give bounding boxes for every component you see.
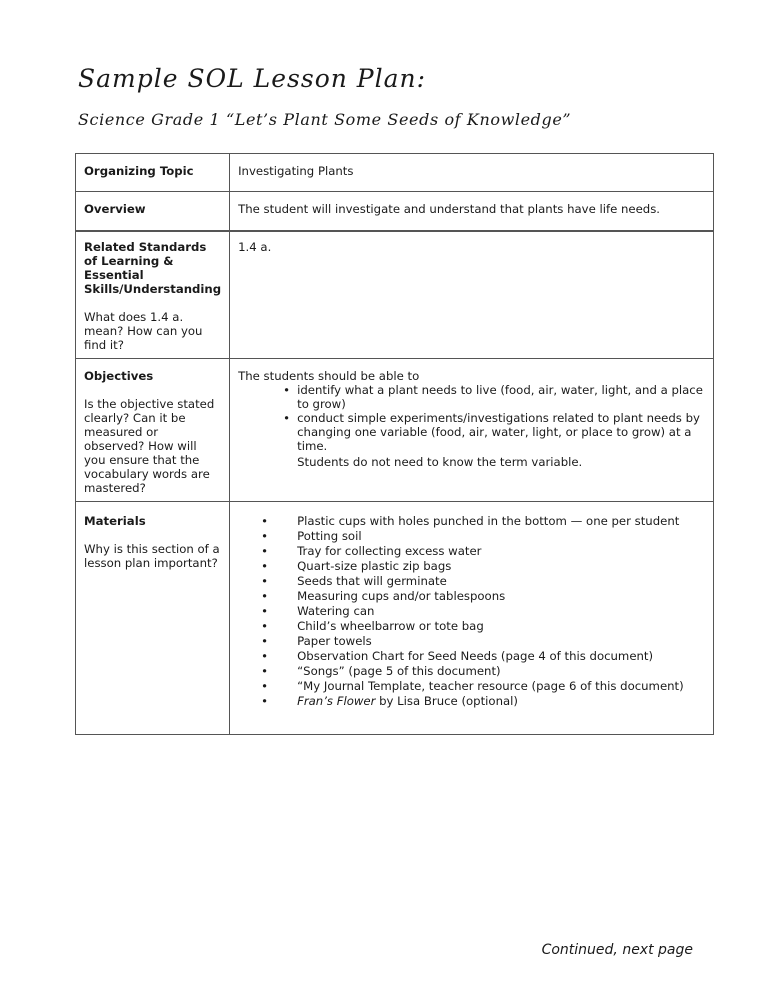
list-item: • Watering can xyxy=(297,604,705,619)
standards-value: 1.4 a. xyxy=(230,231,714,359)
materials-label-cell xyxy=(76,502,230,735)
standards-label-cell xyxy=(76,231,230,359)
table-row-organizing-topic xyxy=(76,154,714,192)
list-item: • Seeds that will germinate xyxy=(297,574,705,589)
list-item: • Plastic cups with holes punched in the bottom — one per student xyxy=(297,514,705,529)
standards-label: Related Standards of Learning & Essential Skills/Understanding xyxy=(84,240,222,296)
standards-note: What does 1.4 a. mean? How can you find it? xyxy=(84,310,203,352)
list-item: • Observation Chart for Seed Needs (page 4 of this document) xyxy=(297,649,705,664)
lesson-plan-table xyxy=(75,153,714,735)
table-row-standards xyxy=(76,231,714,359)
organizing-topic-label-cell xyxy=(76,154,230,192)
organizing-topic-label: Organizing Topic xyxy=(84,164,194,178)
list-item: • Tray for collecting excess water xyxy=(297,544,705,559)
continued-note: Continued, next page xyxy=(541,942,693,958)
table-row-materials xyxy=(76,502,714,735)
materials-note: Why is this section of a lesson plan important? xyxy=(84,542,220,570)
list-item xyxy=(297,694,705,709)
objectives-intro: The students should be able to xyxy=(238,369,420,383)
table-row-objectives xyxy=(76,359,714,502)
list-item: • Potting soil xyxy=(297,529,705,544)
objectives-closing: Students do not need to know the term variable. xyxy=(297,455,583,469)
materials-list xyxy=(238,514,705,709)
list-item: • Paper towels xyxy=(297,634,705,649)
table-row-overview xyxy=(76,192,714,232)
objectives-label: Objectives xyxy=(84,369,154,383)
overview-label: Overview xyxy=(84,202,146,216)
page-title: Sample SOL Lesson Plan: xyxy=(78,64,427,93)
overview-value: The student will investigate and understand that plants have life needs. xyxy=(230,192,714,232)
list-item: • conduct simple experiments/investigations related to plant needs by changing one variable (food, air, water, light, or place to grow) at a time. xyxy=(297,411,705,453)
list-item: • Quart-size plastic zip bags xyxy=(297,559,705,574)
list-item: • Child’s wheelbarrow or tote bag xyxy=(297,619,705,634)
book-author: by Lisa Bruce (optional) xyxy=(375,694,518,708)
page-subtitle: Science Grade 1 “Let’s Plant Some Seeds of Knowledge” xyxy=(78,110,572,129)
list-item: • Measuring cups and/or tablespoons xyxy=(297,589,705,604)
list-item: • “My Journal Template, teacher resource (page 6 of this document) xyxy=(297,679,705,694)
list-item: • “Songs” (page 5 of this document) xyxy=(297,664,705,679)
organizing-topic-value: Investigating Plants xyxy=(230,154,714,192)
objectives-value-cell xyxy=(230,359,714,502)
objectives-label-cell xyxy=(76,359,230,502)
objectives-list xyxy=(238,383,705,453)
objectives-note: Is the objective stated clearly? Can it be measured or observed? How will you ensure that the vocabulary words are mastered? xyxy=(84,397,215,495)
list-item: • identify what a plant needs to live (food, air, water, light, and a place to grow) xyxy=(297,383,705,411)
materials-value-cell xyxy=(230,502,714,735)
book-title: Fran’s Flower xyxy=(297,694,376,708)
overview-label-cell xyxy=(76,192,230,232)
materials-label: Materials xyxy=(84,514,146,528)
